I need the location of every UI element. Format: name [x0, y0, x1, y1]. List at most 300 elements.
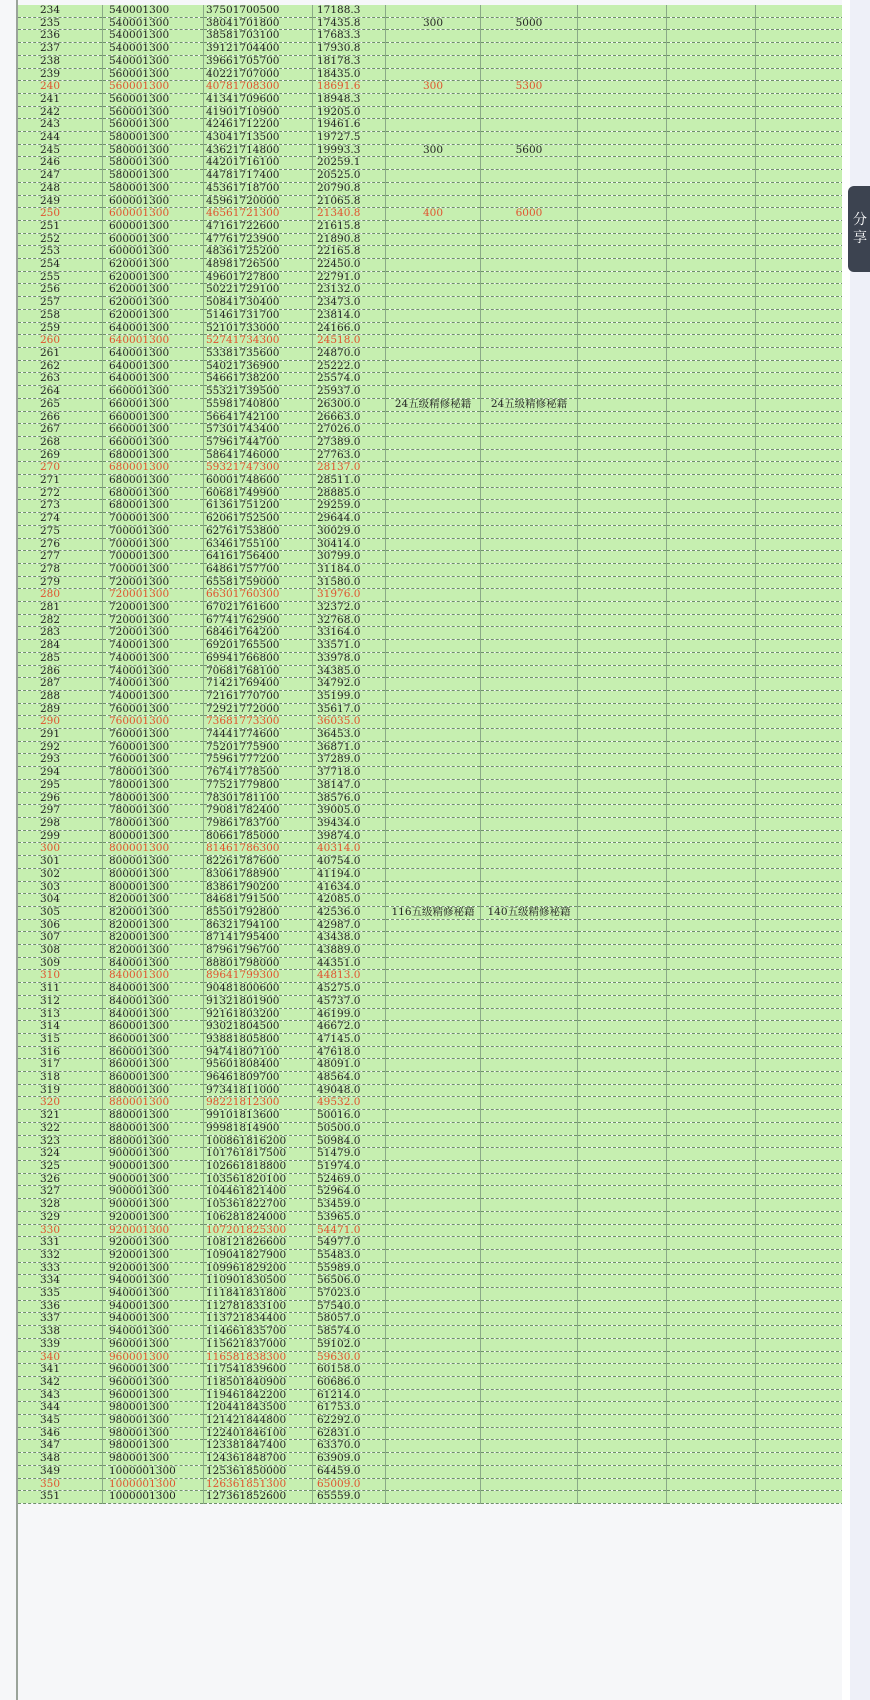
cell-d[interactable]: [386, 1059, 481, 1072]
cell-d[interactable]: [386, 665, 481, 678]
cell-e[interactable]: 24五级精修秘籍: [481, 398, 578, 411]
empty-cell[interactable]: [756, 792, 843, 805]
empty-cell[interactable]: [667, 373, 756, 386]
empty-cell[interactable]: [667, 424, 756, 437]
empty-cell[interactable]: [756, 957, 843, 970]
cell-c[interactable]: 29259.0: [313, 500, 386, 513]
cell-e[interactable]: [481, 360, 578, 373]
cell-d[interactable]: [386, 551, 481, 564]
cell-e[interactable]: [481, 1211, 578, 1224]
cell-e[interactable]: [481, 1122, 578, 1135]
cell-a[interactable]: 600001300: [103, 233, 204, 246]
cell-id[interactable]: 350: [18, 1478, 103, 1491]
cell-a[interactable]: 980001300: [103, 1415, 204, 1428]
cell-c[interactable]: 47145.0: [313, 1033, 386, 1046]
cell-e[interactable]: [481, 68, 578, 81]
cell-d[interactable]: [386, 1148, 481, 1161]
empty-cell[interactable]: [578, 919, 667, 932]
cell-id[interactable]: 302: [18, 868, 103, 881]
cell-id[interactable]: 288: [18, 690, 103, 703]
cell-a[interactable]: 720001300: [103, 627, 204, 640]
cell-id[interactable]: 339: [18, 1338, 103, 1351]
cell-id[interactable]: 243: [18, 119, 103, 132]
cell-id[interactable]: 235: [18, 17, 103, 30]
cell-a[interactable]: 900001300: [103, 1148, 204, 1161]
cell-c[interactable]: 21340.8: [313, 208, 386, 221]
cell-e[interactable]: [481, 449, 578, 462]
empty-cell[interactable]: [578, 1338, 667, 1351]
cell-e[interactable]: [481, 1465, 578, 1478]
empty-cell[interactable]: [578, 411, 667, 424]
cell-id[interactable]: 343: [18, 1389, 103, 1402]
cell-b[interactable]: 77521779800: [204, 779, 313, 792]
cell-id[interactable]: 264: [18, 386, 103, 399]
empty-cell[interactable]: [667, 525, 756, 538]
cell-d[interactable]: 300: [386, 144, 481, 157]
cell-c[interactable]: 32372.0: [313, 602, 386, 615]
empty-cell[interactable]: [756, 436, 843, 449]
cell-e[interactable]: [481, 868, 578, 881]
empty-cell[interactable]: [756, 1186, 843, 1199]
empty-cell[interactable]: [578, 144, 667, 157]
empty-cell[interactable]: [756, 182, 843, 195]
empty-cell[interactable]: [578, 132, 667, 145]
cell-c[interactable]: 25222.0: [313, 360, 386, 373]
cell-id[interactable]: 279: [18, 576, 103, 589]
cell-e[interactable]: [481, 309, 578, 322]
empty-cell[interactable]: [667, 868, 756, 881]
cell-c[interactable]: 24518.0: [313, 335, 386, 348]
cell-e[interactable]: [481, 1135, 578, 1148]
empty-cell[interactable]: [578, 347, 667, 360]
empty-cell[interactable]: [756, 17, 843, 30]
cell-id[interactable]: 285: [18, 652, 103, 665]
cell-b[interactable]: 125361850000: [204, 1465, 313, 1478]
empty-cell[interactable]: [667, 144, 756, 157]
empty-cell[interactable]: [756, 284, 843, 297]
cell-b[interactable]: 43041713500: [204, 132, 313, 145]
cell-c[interactable]: 51479.0: [313, 1148, 386, 1161]
empty-cell[interactable]: [667, 906, 756, 919]
cell-id[interactable]: 329: [18, 1211, 103, 1224]
cell-e[interactable]: [481, 475, 578, 488]
cell-d[interactable]: [386, 220, 481, 233]
cell-a[interactable]: 960001300: [103, 1389, 204, 1402]
cell-b[interactable]: 83061788900: [204, 868, 313, 881]
cell-id[interactable]: 318: [18, 1072, 103, 1085]
cell-a[interactable]: 760001300: [103, 754, 204, 767]
empty-cell[interactable]: [667, 1465, 756, 1478]
cell-a[interactable]: 1000001300: [103, 1478, 204, 1491]
empty-cell[interactable]: [578, 754, 667, 767]
cell-c[interactable]: 54977.0: [313, 1237, 386, 1250]
cell-id[interactable]: 351: [18, 1491, 103, 1504]
cell-d[interactable]: [386, 246, 481, 259]
empty-cell[interactable]: [756, 1211, 843, 1224]
cell-b[interactable]: 108121826600: [204, 1237, 313, 1250]
cell-d[interactable]: [386, 195, 481, 208]
empty-cell[interactable]: [756, 741, 843, 754]
empty-cell[interactable]: [667, 983, 756, 996]
cell-a[interactable]: 840001300: [103, 970, 204, 983]
cell-id[interactable]: 254: [18, 259, 103, 272]
cell-id[interactable]: 314: [18, 1021, 103, 1034]
cell-d[interactable]: [386, 1249, 481, 1262]
cell-d[interactable]: [386, 1046, 481, 1059]
cell-b[interactable]: 79081782400: [204, 805, 313, 818]
cell-c[interactable]: 34792.0: [313, 678, 386, 691]
cell-d[interactable]: [386, 830, 481, 843]
cell-c[interactable]: 19461.6: [313, 119, 386, 132]
cell-b[interactable]: 47161722600: [204, 220, 313, 233]
cell-c[interactable]: 55989.0: [313, 1262, 386, 1275]
empty-cell[interactable]: [578, 1173, 667, 1186]
cell-d[interactable]: [386, 1135, 481, 1148]
cell-a[interactable]: 860001300: [103, 1046, 204, 1059]
cell-a[interactable]: 1000001300: [103, 1465, 204, 1478]
empty-cell[interactable]: [756, 93, 843, 106]
cell-e[interactable]: [481, 932, 578, 945]
cell-e[interactable]: [481, 233, 578, 246]
cell-id[interactable]: 317: [18, 1059, 103, 1072]
cell-c[interactable]: 19205.0: [313, 106, 386, 119]
cell-b[interactable]: 52101733000: [204, 322, 313, 335]
cell-b[interactable]: 78301781100: [204, 792, 313, 805]
cell-d[interactable]: [386, 627, 481, 640]
cell-d[interactable]: [386, 856, 481, 869]
cell-c[interactable]: 27026.0: [313, 424, 386, 437]
cell-b[interactable]: 75201775900: [204, 741, 313, 754]
cell-id[interactable]: 255: [18, 271, 103, 284]
cell-id[interactable]: 337: [18, 1313, 103, 1326]
cell-a[interactable]: 880001300: [103, 1110, 204, 1123]
empty-cell[interactable]: [578, 767, 667, 780]
cell-d[interactable]: [386, 1300, 481, 1313]
empty-cell[interactable]: [667, 1351, 756, 1364]
cell-e[interactable]: [481, 347, 578, 360]
empty-cell[interactable]: [578, 1224, 667, 1237]
cell-b[interactable]: 74441774600: [204, 729, 313, 742]
cell-a[interactable]: 980001300: [103, 1440, 204, 1453]
cell-id[interactable]: 280: [18, 589, 103, 602]
cell-id[interactable]: 299: [18, 830, 103, 843]
cell-id[interactable]: 332: [18, 1249, 103, 1262]
empty-cell[interactable]: [756, 208, 843, 221]
empty-cell[interactable]: [756, 1199, 843, 1212]
empty-cell[interactable]: [756, 347, 843, 360]
empty-cell[interactable]: [578, 995, 667, 1008]
empty-cell[interactable]: [756, 779, 843, 792]
cell-b[interactable]: 76741778500: [204, 767, 313, 780]
empty-cell[interactable]: [756, 1300, 843, 1313]
cell-d[interactable]: [386, 1427, 481, 1440]
cell-d[interactable]: [386, 1237, 481, 1250]
empty-cell[interactable]: [756, 1110, 843, 1123]
cell-b[interactable]: 88801798000: [204, 957, 313, 970]
cell-b[interactable]: 58641746000: [204, 449, 313, 462]
cell-b[interactable]: 87961796700: [204, 945, 313, 958]
cell-id[interactable]: 293: [18, 754, 103, 767]
cell-b[interactable]: 44201716100: [204, 157, 313, 170]
cell-d[interactable]: [386, 1211, 481, 1224]
cell-id[interactable]: 239: [18, 68, 103, 81]
empty-cell[interactable]: [756, 983, 843, 996]
empty-cell[interactable]: [667, 43, 756, 56]
cell-d[interactable]: [386, 805, 481, 818]
empty-cell[interactable]: [578, 818, 667, 831]
empty-cell[interactable]: [667, 360, 756, 373]
empty-cell[interactable]: [667, 386, 756, 399]
cell-a[interactable]: 780001300: [103, 767, 204, 780]
cell-c[interactable]: 56506.0: [313, 1275, 386, 1288]
cell-b[interactable]: 61361751200: [204, 500, 313, 513]
cell-c[interactable]: 44813.0: [313, 970, 386, 983]
cell-d[interactable]: [386, 1288, 481, 1301]
empty-cell[interactable]: [578, 1364, 667, 1377]
empty-cell[interactable]: [756, 144, 843, 157]
empty-cell[interactable]: [756, 475, 843, 488]
empty-cell[interactable]: [578, 17, 667, 30]
cell-b[interactable]: 99101813600: [204, 1110, 313, 1123]
cell-c[interactable]: 30414.0: [313, 538, 386, 551]
cell-c[interactable]: 62292.0: [313, 1415, 386, 1428]
cell-b[interactable]: 95601808400: [204, 1059, 313, 1072]
cell-c[interactable]: 17683.3: [313, 30, 386, 43]
cell-id[interactable]: 313: [18, 1008, 103, 1021]
cell-a[interactable]: 920001300: [103, 1211, 204, 1224]
empty-cell[interactable]: [578, 1440, 667, 1453]
cell-d[interactable]: [386, 1376, 481, 1389]
cell-id[interactable]: 349: [18, 1465, 103, 1478]
cell-e[interactable]: [481, 614, 578, 627]
cell-a[interactable]: 720001300: [103, 576, 204, 589]
empty-cell[interactable]: [667, 538, 756, 551]
cell-c[interactable]: 18178.3: [313, 55, 386, 68]
empty-cell[interactable]: [578, 1148, 667, 1161]
cell-b[interactable]: 83861790200: [204, 881, 313, 894]
empty-cell[interactable]: [667, 271, 756, 284]
cell-c[interactable]: 33164.0: [313, 627, 386, 640]
cell-e[interactable]: [481, 1199, 578, 1212]
cell-e[interactable]: [481, 5, 578, 17]
cell-a[interactable]: 760001300: [103, 741, 204, 754]
empty-cell[interactable]: [578, 614, 667, 627]
empty-cell[interactable]: [667, 284, 756, 297]
empty-cell[interactable]: [756, 271, 843, 284]
cell-c[interactable]: 17435.8: [313, 17, 386, 30]
empty-cell[interactable]: [756, 690, 843, 703]
cell-d[interactable]: [386, 106, 481, 119]
cell-b[interactable]: 40221707000: [204, 68, 313, 81]
empty-cell[interactable]: [756, 386, 843, 399]
empty-cell[interactable]: [578, 30, 667, 43]
cell-d[interactable]: [386, 576, 481, 589]
cell-c[interactable]: 58057.0: [313, 1313, 386, 1326]
cell-e[interactable]: [481, 919, 578, 932]
cell-e[interactable]: [481, 1300, 578, 1313]
cell-a[interactable]: 800001300: [103, 843, 204, 856]
empty-cell[interactable]: [667, 1135, 756, 1148]
cell-id[interactable]: 335: [18, 1288, 103, 1301]
cell-b[interactable]: 39661705700: [204, 55, 313, 68]
empty-cell[interactable]: [578, 868, 667, 881]
cell-id[interactable]: 315: [18, 1033, 103, 1046]
cell-d[interactable]: [386, 894, 481, 907]
empty-cell[interactable]: [756, 411, 843, 424]
cell-id[interactable]: 347: [18, 1440, 103, 1453]
cell-d[interactable]: [386, 652, 481, 665]
cell-c[interactable]: 21615.8: [313, 220, 386, 233]
empty-cell[interactable]: [756, 1097, 843, 1110]
cell-id[interactable]: 263: [18, 373, 103, 386]
cell-c[interactable]: 20790.8: [313, 182, 386, 195]
empty-cell[interactable]: [756, 1148, 843, 1161]
cell-a[interactable]: 880001300: [103, 1122, 204, 1135]
empty-cell[interactable]: [756, 1326, 843, 1339]
empty-cell[interactable]: [667, 208, 756, 221]
cell-c[interactable]: 57023.0: [313, 1288, 386, 1301]
cell-e[interactable]: [481, 284, 578, 297]
cell-a[interactable]: 900001300: [103, 1160, 204, 1173]
cell-a[interactable]: 680001300: [103, 500, 204, 513]
cell-c[interactable]: 60158.0: [313, 1364, 386, 1377]
empty-cell[interactable]: [756, 246, 843, 259]
empty-cell[interactable]: [756, 309, 843, 322]
empty-cell[interactable]: [756, 220, 843, 233]
cell-b[interactable]: 59321747300: [204, 462, 313, 475]
empty-cell[interactable]: [578, 602, 667, 615]
cell-id[interactable]: 248: [18, 182, 103, 195]
cell-a[interactable]: 620001300: [103, 297, 204, 310]
cell-d[interactable]: [386, 1072, 481, 1085]
cell-b[interactable]: 44781717400: [204, 170, 313, 183]
cell-id[interactable]: 292: [18, 741, 103, 754]
cell-e[interactable]: [481, 1275, 578, 1288]
empty-cell[interactable]: [578, 856, 667, 869]
cell-id[interactable]: 345: [18, 1415, 103, 1428]
cell-a[interactable]: 580001300: [103, 157, 204, 170]
cell-id[interactable]: 309: [18, 957, 103, 970]
cell-a[interactable]: 740001300: [103, 640, 204, 653]
cell-c[interactable]: 43889.0: [313, 945, 386, 958]
cell-d[interactable]: [386, 818, 481, 831]
cell-c[interactable]: 36453.0: [313, 729, 386, 742]
cell-d[interactable]: [386, 741, 481, 754]
empty-cell[interactable]: [756, 1237, 843, 1250]
cell-b[interactable]: 70681768100: [204, 665, 313, 678]
empty-cell[interactable]: [756, 81, 843, 94]
cell-d[interactable]: [386, 182, 481, 195]
cell-c[interactable]: 26663.0: [313, 411, 386, 424]
cell-a[interactable]: 960001300: [103, 1351, 204, 1364]
empty-cell[interactable]: [667, 843, 756, 856]
empty-cell[interactable]: [578, 424, 667, 437]
cell-d[interactable]: [386, 170, 481, 183]
cell-a[interactable]: 680001300: [103, 449, 204, 462]
cell-a[interactable]: 920001300: [103, 1262, 204, 1275]
empty-cell[interactable]: [756, 55, 843, 68]
cell-c[interactable]: 59630.0: [313, 1351, 386, 1364]
cell-a[interactable]: 760001300: [103, 716, 204, 729]
cell-e[interactable]: [481, 945, 578, 958]
cell-a[interactable]: 780001300: [103, 792, 204, 805]
cell-c[interactable]: 63370.0: [313, 1440, 386, 1453]
cell-b[interactable]: 122401846100: [204, 1427, 313, 1440]
cell-c[interactable]: 28511.0: [313, 475, 386, 488]
cell-c[interactable]: 25574.0: [313, 373, 386, 386]
empty-cell[interactable]: [756, 424, 843, 437]
cell-e[interactable]: [481, 1224, 578, 1237]
empty-cell[interactable]: [578, 68, 667, 81]
empty-cell[interactable]: [578, 322, 667, 335]
empty-cell[interactable]: [667, 182, 756, 195]
empty-cell[interactable]: [667, 614, 756, 627]
cell-id[interactable]: 338: [18, 1326, 103, 1339]
empty-cell[interactable]: [667, 30, 756, 43]
cell-e[interactable]: [481, 1186, 578, 1199]
cell-d[interactable]: [386, 1326, 481, 1339]
empty-cell[interactable]: [667, 563, 756, 576]
empty-cell[interactable]: [578, 1288, 667, 1301]
empty-cell[interactable]: [578, 93, 667, 106]
cell-b[interactable]: 93021804500: [204, 1021, 313, 1034]
empty-cell[interactable]: [578, 1427, 667, 1440]
cell-c[interactable]: 65009.0: [313, 1478, 386, 1491]
cell-e[interactable]: [481, 741, 578, 754]
empty-cell[interactable]: [756, 1478, 843, 1491]
cell-a[interactable]: 620001300: [103, 284, 204, 297]
cell-a[interactable]: 840001300: [103, 1008, 204, 1021]
cell-e[interactable]: [481, 563, 578, 576]
cell-e[interactable]: [481, 1173, 578, 1186]
cell-d[interactable]: [386, 1110, 481, 1123]
cell-b[interactable]: 50221729100: [204, 284, 313, 297]
cell-d[interactable]: 300: [386, 81, 481, 94]
cell-b[interactable]: 41901710900: [204, 106, 313, 119]
empty-cell[interactable]: [578, 513, 667, 526]
cell-c[interactable]: 61753.0: [313, 1402, 386, 1415]
cell-e[interactable]: [481, 373, 578, 386]
cell-b[interactable]: 63461755100: [204, 538, 313, 551]
cell-c[interactable]: 17930.8: [313, 43, 386, 56]
cell-c[interactable]: 40754.0: [313, 856, 386, 869]
cell-a[interactable]: 920001300: [103, 1237, 204, 1250]
empty-cell[interactable]: [756, 1440, 843, 1453]
cell-e[interactable]: [481, 1389, 578, 1402]
cell-a[interactable]: 560001300: [103, 93, 204, 106]
cell-id[interactable]: 269: [18, 449, 103, 462]
cell-e[interactable]: [481, 983, 578, 996]
empty-cell[interactable]: [756, 1389, 843, 1402]
cell-id[interactable]: 270: [18, 462, 103, 475]
cell-d[interactable]: [386, 309, 481, 322]
cell-d[interactable]: [386, 284, 481, 297]
empty-cell[interactable]: [667, 1249, 756, 1262]
cell-a[interactable]: 640001300: [103, 360, 204, 373]
cell-e[interactable]: [481, 1364, 578, 1377]
empty-cell[interactable]: [756, 1402, 843, 1415]
empty-cell[interactable]: [667, 220, 756, 233]
cell-b[interactable]: 93881805800: [204, 1033, 313, 1046]
cell-b[interactable]: 55981740800: [204, 398, 313, 411]
cell-id[interactable]: 304: [18, 894, 103, 907]
cell-c[interactable]: 46199.0: [313, 1008, 386, 1021]
cell-a[interactable]: 600001300: [103, 208, 204, 221]
cell-d[interactable]: [386, 1440, 481, 1453]
cell-d[interactable]: [386, 475, 481, 488]
cell-id[interactable]: 259: [18, 322, 103, 335]
cell-e[interactable]: [481, 436, 578, 449]
